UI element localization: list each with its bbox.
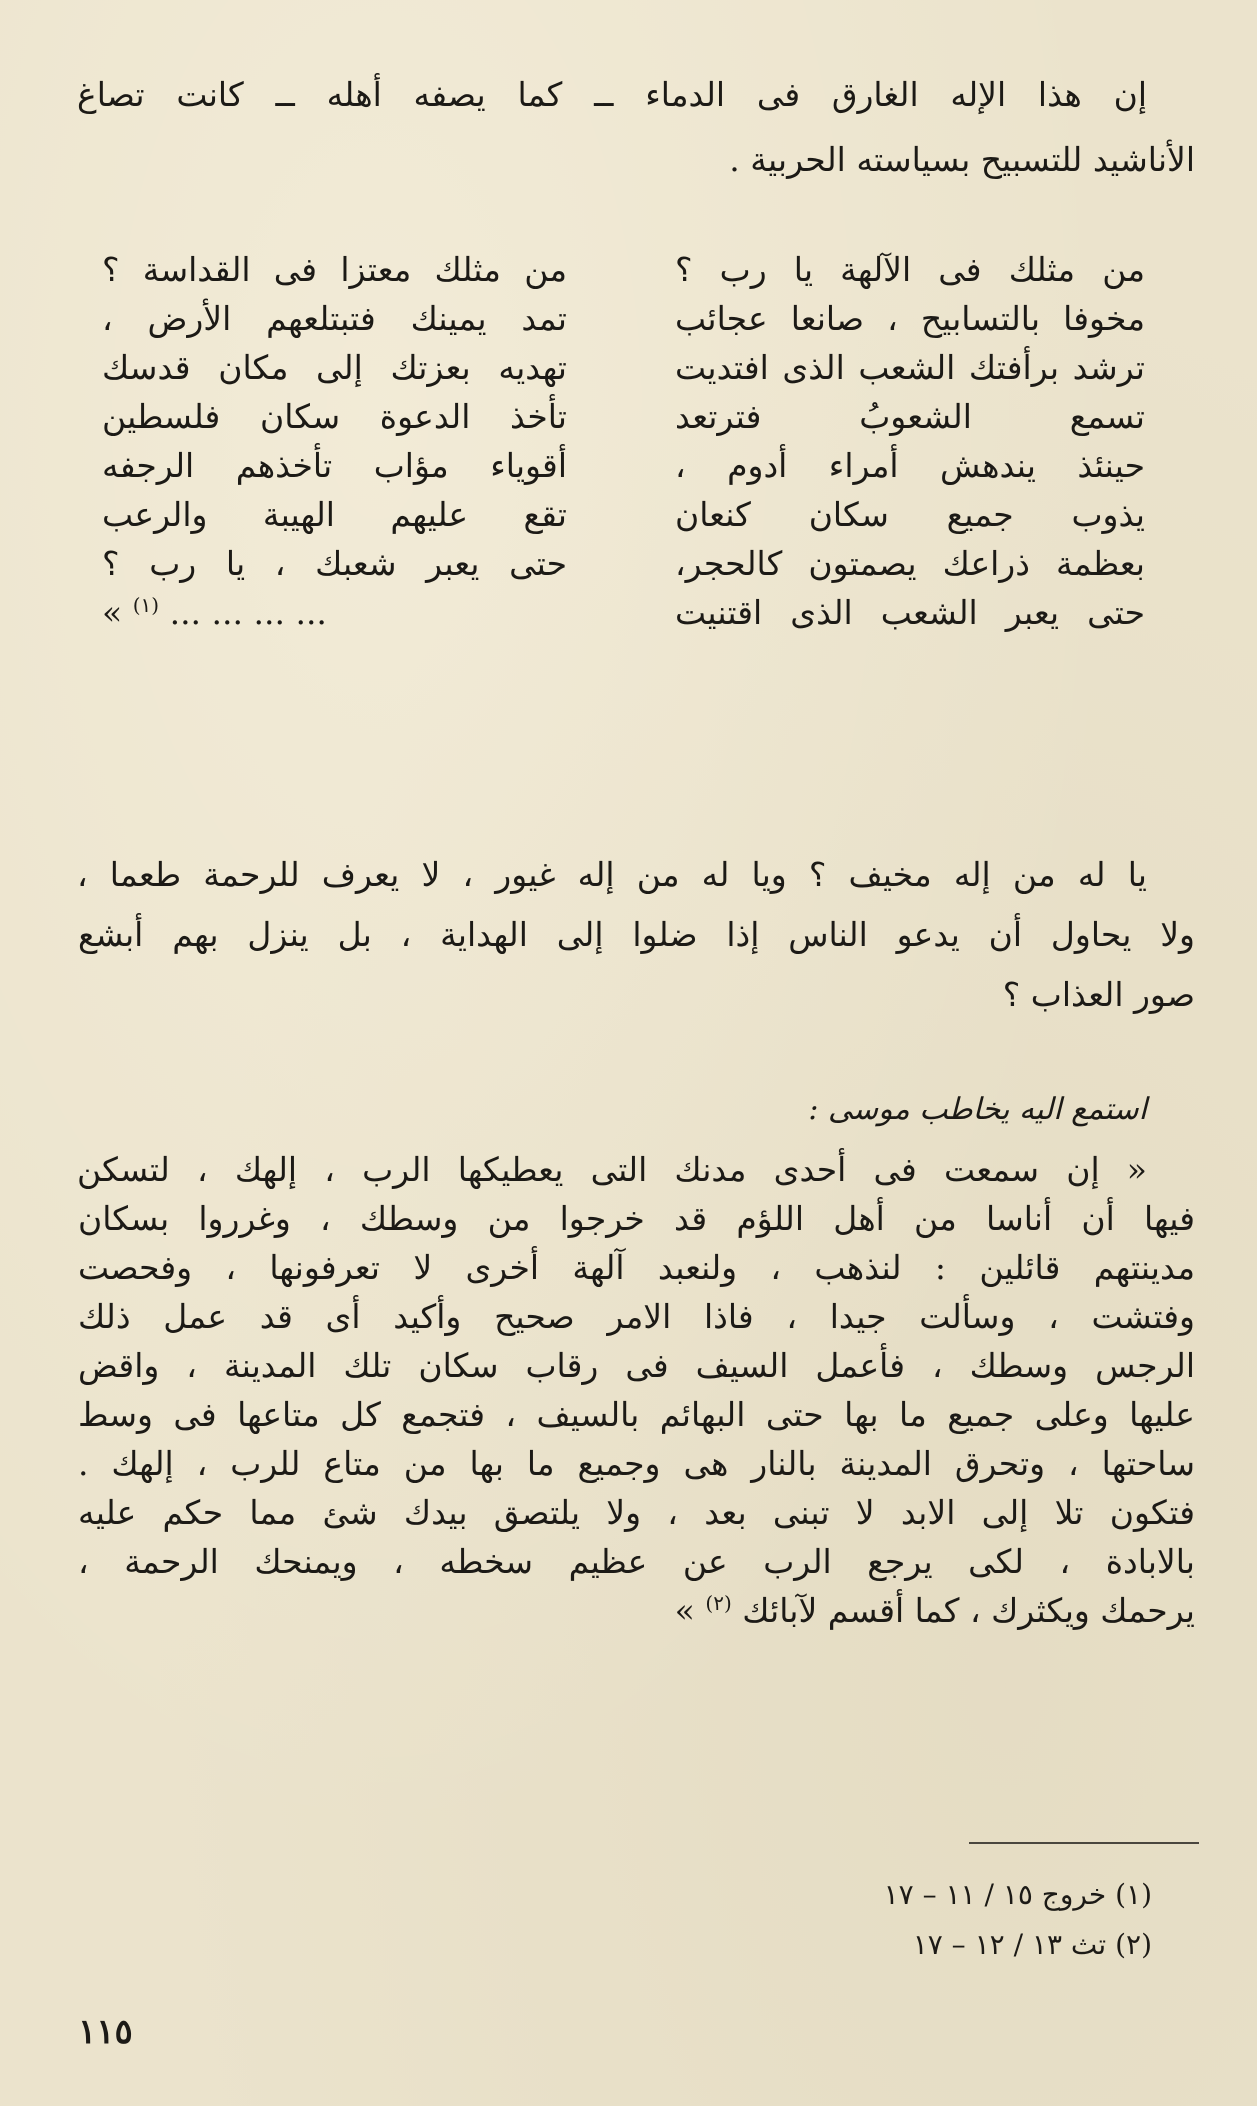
quote-line-8: فتكون تلا إلى الابد لا تبنى بعد ، ولا يلتصق بيدك شئ مما حكم عليه	[78, 1493, 1195, 1532]
poem-right-line-1: من مثلك فى الآلهة يا رب ؟	[675, 250, 1145, 289]
footnote-2	[913, 1925, 1152, 1965]
page-number: ١١٥	[78, 2012, 133, 2052]
closing-quote-mark: »	[102, 593, 123, 632]
poem-left-line-4: تأخذ الدعوة سكان فلسطين	[102, 397, 567, 436]
quote-line-10	[78, 1589, 1195, 1633]
quote-line-7: ساحتها ، وتحرق المدينة بالنار هى وجميع ما بها من متاع للرب ، إلهك .	[78, 1444, 1195, 1483]
poem-left-line-7: حتى يعبر شعبك ، يا رب ؟	[102, 544, 567, 583]
paragraph-2-line-2: ولا يحاول أن يدعو الناس إذا ضلوا إلى الهداية ، بل ينزل بهم أبشع	[78, 915, 1195, 954]
footnote-1-marker: (١)	[1115, 1878, 1152, 1911]
poem-right-line-3: ترشد برأفتك الشعب الذى افتديت	[675, 348, 1145, 387]
poem-right-line-4: تسمع الشعوبُ فترتعد	[675, 397, 1145, 436]
footnote-1	[884, 1875, 1152, 1915]
closing-quote-mark: »	[674, 1591, 695, 1630]
footnote-ref-1: (١)	[132, 593, 160, 617]
footnote-2-marker: (٢)	[1115, 1928, 1152, 1961]
quote-line-1: « إن سمعت فى أحدى مدنك التى يعطيكها الرب ، إلهك ، لتسكن	[77, 1150, 1147, 1189]
quote-line-4: وفتشت ، وسألت جيدا ، فاذا الامر صحيح وأكيد أى قد عمل ذلك	[78, 1297, 1195, 1336]
quote-line-5: الرجس وسطك ، فأعمل السيف فى رقاب سكان تلك المدينة ، واقض	[78, 1346, 1195, 1385]
quote-line-3: مدينتهم قائلين : لنذهب ، ولنعبد آلهة أخرى لا تعرفونها ، وفحصت	[78, 1248, 1195, 1287]
footnote-1-text: خروج ١٥ / ١١ – ١٧	[883, 1878, 1107, 1911]
footnote-2-text: تث ١٣ / ١٢ – ١٧	[912, 1928, 1107, 1961]
paragraph-2-line-3: صور العذاب ؟	[1002, 975, 1195, 1014]
poem-right-line-5: حينئذ يندهش أمراء أدوم ،	[675, 446, 1145, 485]
quote-line-9: بالابادة ، لكى يرجع الرب عن عظيم سخطه ، ويمنحك الرحمة ،	[78, 1542, 1195, 1581]
poem-right-line-2: مخوفا بالتسابيح ، صانعا عجائب	[675, 299, 1145, 338]
paragraph-2-line-1: يا له من إله مخيف ؟ ويا له من إله غيور ، لا يعرف للرحمة طعما ،	[77, 855, 1147, 894]
poem-left-line-2: تمد يمينك فتبتلعهم الأرض ،	[102, 299, 567, 338]
quote-line-10-text: يرحمك ويكثرك ، كما أقسم لآبائك	[742, 1591, 1195, 1630]
intro-line-2: الأناشيد للتسبيح بسياسته الحربية .	[729, 140, 1195, 179]
quote-line-2: فيها أن أناسا من أهل اللؤم قد خرجوا من وسطك ، وغرروا بسكان	[78, 1199, 1195, 1238]
footnote-separator	[969, 1842, 1199, 1844]
poem-left-line-5: أقوياء مؤاب تأخذهم الرجفه	[102, 446, 567, 485]
poem-left-line-6: تقع عليهم الهيبة والرعب	[102, 495, 567, 534]
footnote-ref-2: (٢)	[705, 1591, 732, 1615]
poem-right-line-6: يذوب جميع سكان كنعان	[675, 495, 1145, 534]
poem-left-line-3: تهديه بعزتك إلى مكان قدسك	[102, 348, 567, 387]
poem-right-line-7: بعظمة ذراعك يصمتون كالحجر،	[675, 544, 1145, 583]
poem-left-line-1: من مثلك معتزا فى القداسة ؟	[102, 250, 567, 289]
section-heading: استمع اليه يخاطب موسى :	[808, 1092, 1147, 1127]
ellipsis-line: ... ... ... ...	[169, 593, 327, 632]
intro-line-1: إن هذا الإله الغارق فى الدماء ــ كما يصفه أهله ــ كانت تصاغ	[77, 75, 1147, 114]
quote-line-6: عليها وعلى جميع ما بها حتى البهائم بالسيف ، فتجمع كل متاعها فى وسط	[78, 1395, 1195, 1434]
poem-right-line-8: حتى يعبر الشعب الذى اقتنيت	[675, 593, 1145, 632]
poem-left-line-8	[102, 591, 567, 635]
